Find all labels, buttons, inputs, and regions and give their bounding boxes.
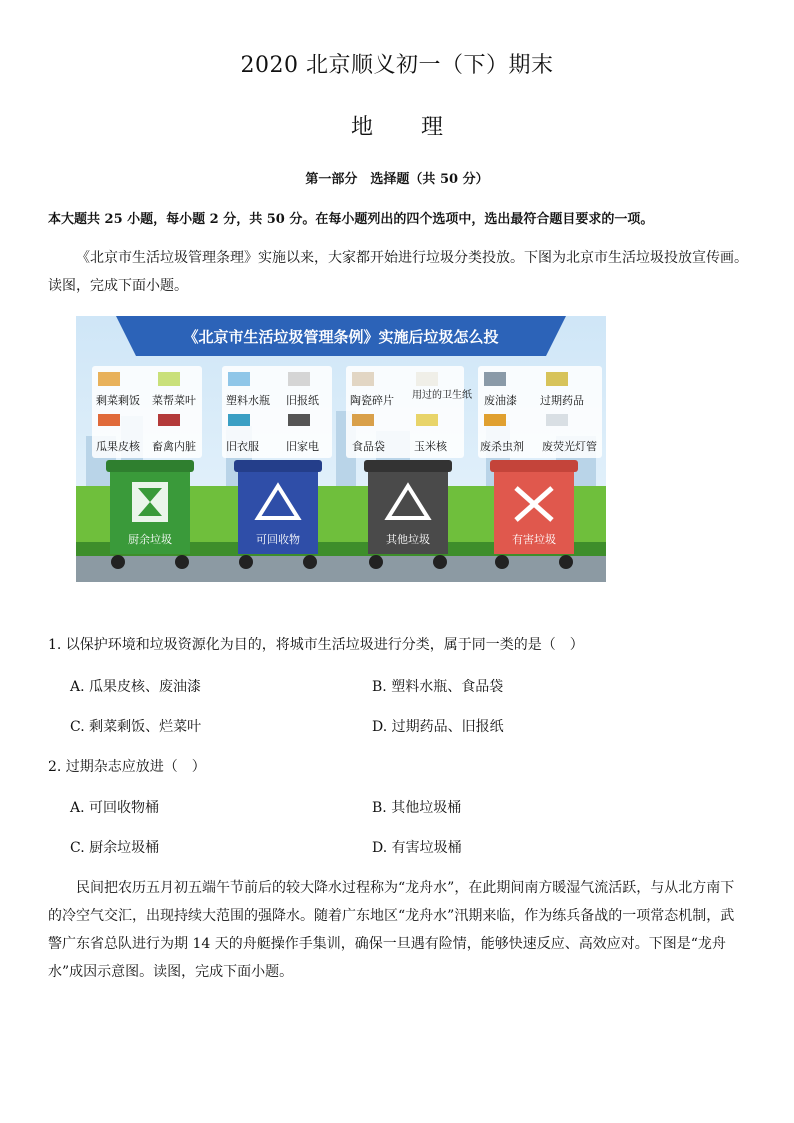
kitchen-item-1: 剩菜剩饭: [96, 394, 140, 407]
question-1-stem: 1. 以保护环境和垃圾资源化为目的，将城市生活垃圾进行分类，属于同一类的是（ ）: [48, 637, 584, 653]
kitchen-waste-bin: [106, 460, 194, 569]
kitchen-item-4: 畜禽内脏: [152, 440, 196, 453]
garbage-sorting-poster: [76, 316, 606, 582]
recyclable-bin-label: 可回收物: [256, 533, 300, 546]
question-2-option-b[interactable]: B. 其他垃圾桶: [372, 800, 462, 816]
exam-title: 2020 北京顺义初一（下）期末: [240, 53, 554, 78]
subject-char-2: 理: [421, 115, 444, 140]
recyclable-item-3: 旧衣服: [226, 440, 259, 453]
question-2-option-c[interactable]: C. 厨余垃圾桶: [70, 840, 160, 856]
question-1-option-d[interactable]: D. 过期药品、旧报纸: [372, 719, 504, 735]
hazardous-item-4: 废荧光灯管: [542, 440, 597, 453]
kitchen-item-2: 菜帮菜叶: [152, 394, 196, 407]
question-1-option-a[interactable]: A. 瓜果皮核、废油漆: [70, 679, 202, 695]
question-1-option-c[interactable]: C. 剩菜剩饭、烂菜叶: [70, 719, 202, 735]
other-item-4: 玉米核: [414, 440, 447, 453]
subject-char-1: 地: [350, 115, 373, 140]
hazardous-waste-bin: [490, 460, 578, 569]
bin-group-kitchen: [92, 366, 202, 458]
other-waste-bin: [364, 460, 452, 569]
recyclable-bin: [234, 460, 322, 569]
bin-group-hazardous: [478, 366, 602, 458]
poster-banner-text: 《北京市生活垃圾管理条例》实施后垃圾怎么投: [183, 328, 499, 346]
hazardous-item-3: 废杀虫剂: [480, 440, 524, 453]
other-item-3: 食品袋: [352, 440, 385, 453]
intro-paragraph-1: 《北京市生活垃圾管理条理》实施以来，大家都开始进行垃圾分类投放。下图为北京市生活垃圾投放宣传画。读图，完成下面小题。: [48, 250, 748, 294]
hazardous-bin-label: 有害垃圾: [512, 533, 556, 546]
question-2-option-d[interactable]: D. 有害垃圾桶: [372, 840, 462, 856]
recyclable-item-4: 旧家电: [286, 440, 319, 453]
hazardous-item-2: 过期药品: [540, 394, 584, 407]
intro-paragraph-2: 民间把农历五月初五端午节前后的较大降水过程称为“龙舟水”，在此期间南方暖湿气流活跃，与从北方南下的冷空气交汇，出现持续大范围的强降水。随着广东地区“龙舟水”汛期来临，作为练兵备战的一项常态机制，武警广东省总队进行为期 14 天的舟艇操作手集训，确保一旦遇有险情，能够快速反应、高效应对。下图是“龙舟水”成因示意图。读图，完成下面小题。: [48, 880, 735, 980]
question-2-stem: 2. 过期杂志应放进（ ）: [48, 759, 206, 775]
section-instructions: 本大题共 25 小题，每小题 2 分，共 50 分。在每小题列出的四个选项中，选出最符合题目要求的一项。: [48, 212, 654, 227]
other-item-1: 陶瓷碎片: [350, 394, 394, 407]
hazardous-item-1: 废油漆: [484, 394, 517, 407]
bin-group-other: [346, 366, 472, 458]
other-item-2: 用过的卫生纸: [412, 390, 472, 401]
recyclable-item-1: 塑料水瓶: [226, 394, 270, 407]
question-2-option-a[interactable]: A. 可回收物桶: [70, 800, 160, 816]
kitchen-bin-label: 厨余垃圾: [128, 533, 172, 546]
other-bin-label: 其他垃圾: [386, 533, 430, 546]
subject-title: [0, 110, 794, 141]
recyclable-item-2: 旧报纸: [286, 394, 319, 407]
part-title: 第一部分 选择题（共 50 分）: [305, 172, 489, 187]
bin-group-recyclable: [222, 366, 332, 458]
kitchen-item-3: 瓜果皮核: [96, 440, 140, 453]
question-1-option-b[interactable]: B. 塑料水瓶、食品袋: [372, 679, 504, 695]
